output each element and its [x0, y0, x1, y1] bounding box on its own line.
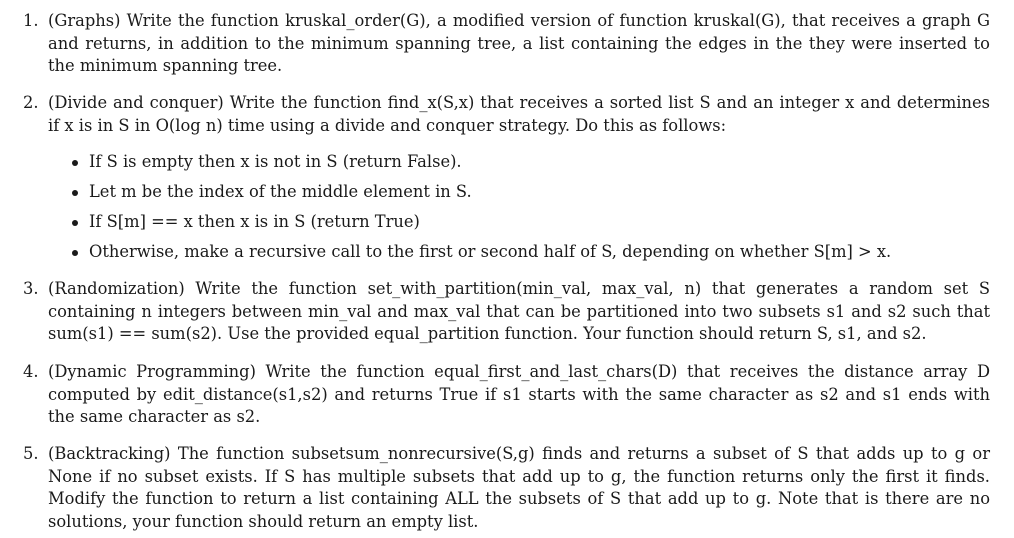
problem-item — [23, 443, 990, 533]
problem-number: 2. — [23, 93, 39, 112]
bullet-text: Let m be the index of the middle element in S. — [89, 182, 472, 201]
problem-text: (Backtracking) The function subsetsum_nonrecursive(S,g) finds and returns a subset of S that adds up to g or None if no subset exists. If S has multiple subsets that add up to g, the function returns only the first it finds. Modify the function to return a list containing ALL the subsets of S that add up to g. Note that is there are no solutions, your function should return an empty list. — [48, 444, 990, 531]
problem-number: 1. — [23, 11, 39, 30]
bullet-item — [89, 211, 989, 234]
problem-text: (Divide and conquer) Write the function find_x(S,x) that receives a sorted list S and an integer x and determines if x is in S in O(log n) time using a divide and conquer strategy. Do this as follows: — [48, 93, 990, 135]
bullet-item — [89, 181, 989, 204]
bullet-item — [89, 151, 989, 174]
problem-item — [23, 92, 990, 137]
problem-text: (Dynamic Programming) Write the function equal_first_and_last_chars(D) that receives the distance array D computed by edit_distance(s1,s2) and returns True if s1 starts with the same character as s2 and s1 ends with the same character as s2. — [48, 362, 990, 426]
bullet-dot — [72, 220, 78, 226]
problem-text: (Graphs) Write the function kruskal_order(G), a modified version of function kruskal(G), that receives a graph G and returns, in addition to the minimum spanning tree, a list containing the edges in the they were inserted to the minimum spanning tree. — [48, 11, 990, 75]
bullet-item — [89, 241, 989, 264]
problem-item — [23, 361, 990, 429]
bullet-dot — [72, 190, 78, 196]
problem-text: (Randomization) Write the function set_with_partition(min_val, max_val, n) that generates a random set S containing n integers between min_val and max_val that can be partitioned into two subsets s1 and s2 such that sum(s1) == sum(s2). Use the provided equal_partition function. Your function should return S, s1, and s2. — [48, 279, 990, 343]
bullet-text: Otherwise, make a recursive call to the first or second half of S, depending on whether S[m] > x. — [89, 242, 892, 261]
problem-item — [23, 10, 990, 78]
problem-number: 3. — [23, 279, 39, 298]
bullet-text: If S[m] == x then x is in S (return True) — [89, 212, 420, 231]
bullet-text: If S is empty then x is not in S (return False). — [89, 152, 462, 171]
bullet-dot — [72, 160, 78, 166]
problem-item — [23, 278, 990, 346]
problem-number: 5. — [23, 444, 39, 463]
problem-number: 4. — [23, 362, 39, 381]
bullet-dot — [72, 250, 78, 256]
